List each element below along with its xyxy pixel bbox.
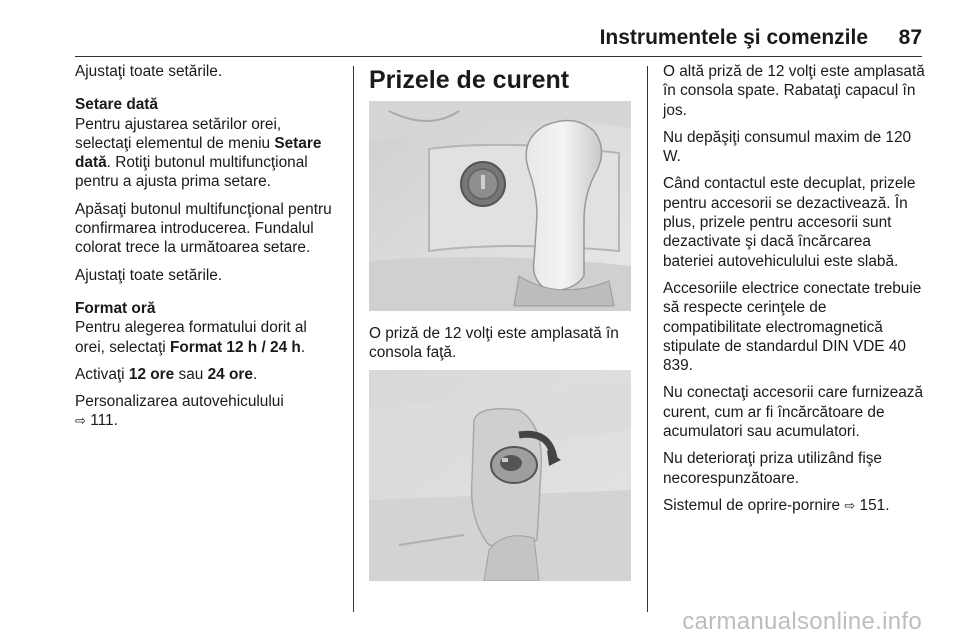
paragraph: Apăsaţi butonul multifuncţional pentru confirmarea introducerea. Fundalul colorat trece la următoarea setare. <box>75 200 332 257</box>
reference-page: 151. <box>859 496 890 514</box>
paragraph: Nu conectaţi accesorii care furnizează curent, cum ar fi încărcătoare de acumulatori sau acumulatori. <box>663 384 924 441</box>
page-reference-arrow-icon: ⇨ <box>75 413 86 429</box>
front-console-illustration <box>369 101 631 311</box>
text-run: sau <box>174 365 208 383</box>
paragraph: Nu depăşiţi consumul maxim de 120 W. <box>663 128 912 166</box>
paragraph: O altă priză de 12 volţi este amplasată în consola spate. Rabataţi capacul în jos. <box>663 63 925 119</box>
cross-reference <box>663 496 925 515</box>
paragraph: Ajustaţi toate setările. <box>75 266 223 284</box>
header-rule <box>75 56 922 57</box>
paragraph: Ajustaţi toate setările. <box>75 63 223 80</box>
paragraph: Accesoriile electrice conectate trebuie să respecte cerinţele de compatibilitate electromagnetică stipulate de standardul DIN VDE 40 839. <box>663 279 922 375</box>
subheading-date: Setare dată <box>75 96 158 114</box>
text-run: Pentru alegerea formatului dorit al orei, selectaţi <box>75 319 307 356</box>
page-number: 87 <box>898 26 922 49</box>
reference-text: Personalizarea autovehiculului <box>75 393 284 411</box>
column-divider <box>647 66 648 612</box>
paragraph <box>75 318 337 357</box>
rear-console-illustration <box>369 370 631 581</box>
cross-reference <box>75 392 337 431</box>
paragraph <box>75 365 337 384</box>
option-reference: 24 ore <box>207 365 253 383</box>
subheading-time-format: Format oră <box>75 299 156 317</box>
reference-page: 111. <box>90 412 118 430</box>
column-divider <box>353 66 354 612</box>
figure-front-power-outlet <box>369 101 631 311</box>
text-run: . Rotiţi butonul multifuncţional pentru a ajusta prima setare. <box>75 154 308 191</box>
right-column <box>663 62 925 523</box>
figure-caption: O priză de 12 volţi este amplasată în consola faţă. <box>369 325 619 362</box>
paragraph: Nu deterioraţi priza utilizând fişe necorespunzătoare. <box>663 450 882 487</box>
paragraph: Când contactul este decuplat, prizele pentru accesorii se dezactivează. În plus, prizele pentru accesorii sunt dezactivate şi dacă încărcarea bateriei autovehiculului este slabă. <box>663 175 916 270</box>
section-title: Prizele de curent <box>369 66 570 94</box>
left-column <box>75 62 337 439</box>
menu-item-reference: Setare dată <box>75 134 322 172</box>
page-reference-arrow-icon: ⇨ <box>844 497 856 513</box>
text-run: Activaţi <box>75 365 129 383</box>
paragraph <box>75 115 337 192</box>
chapter-title: Instrumentele şi comenzile <box>599 26 868 49</box>
text-run: . <box>300 338 306 356</box>
text-run: Pentru ajustarea setărilor orei, selectaţi elementul de meniu <box>75 115 282 152</box>
reference-text: Sistemul de oprire-pornire <box>663 496 841 514</box>
menu-item-reference: Format 12 h / 24 h <box>169 338 301 356</box>
text-run: . <box>252 365 258 383</box>
figure-rear-power-outlet <box>369 370 631 581</box>
option-reference: 12 ore <box>128 365 175 383</box>
watermark: carmanualsonline.info <box>682 608 922 635</box>
